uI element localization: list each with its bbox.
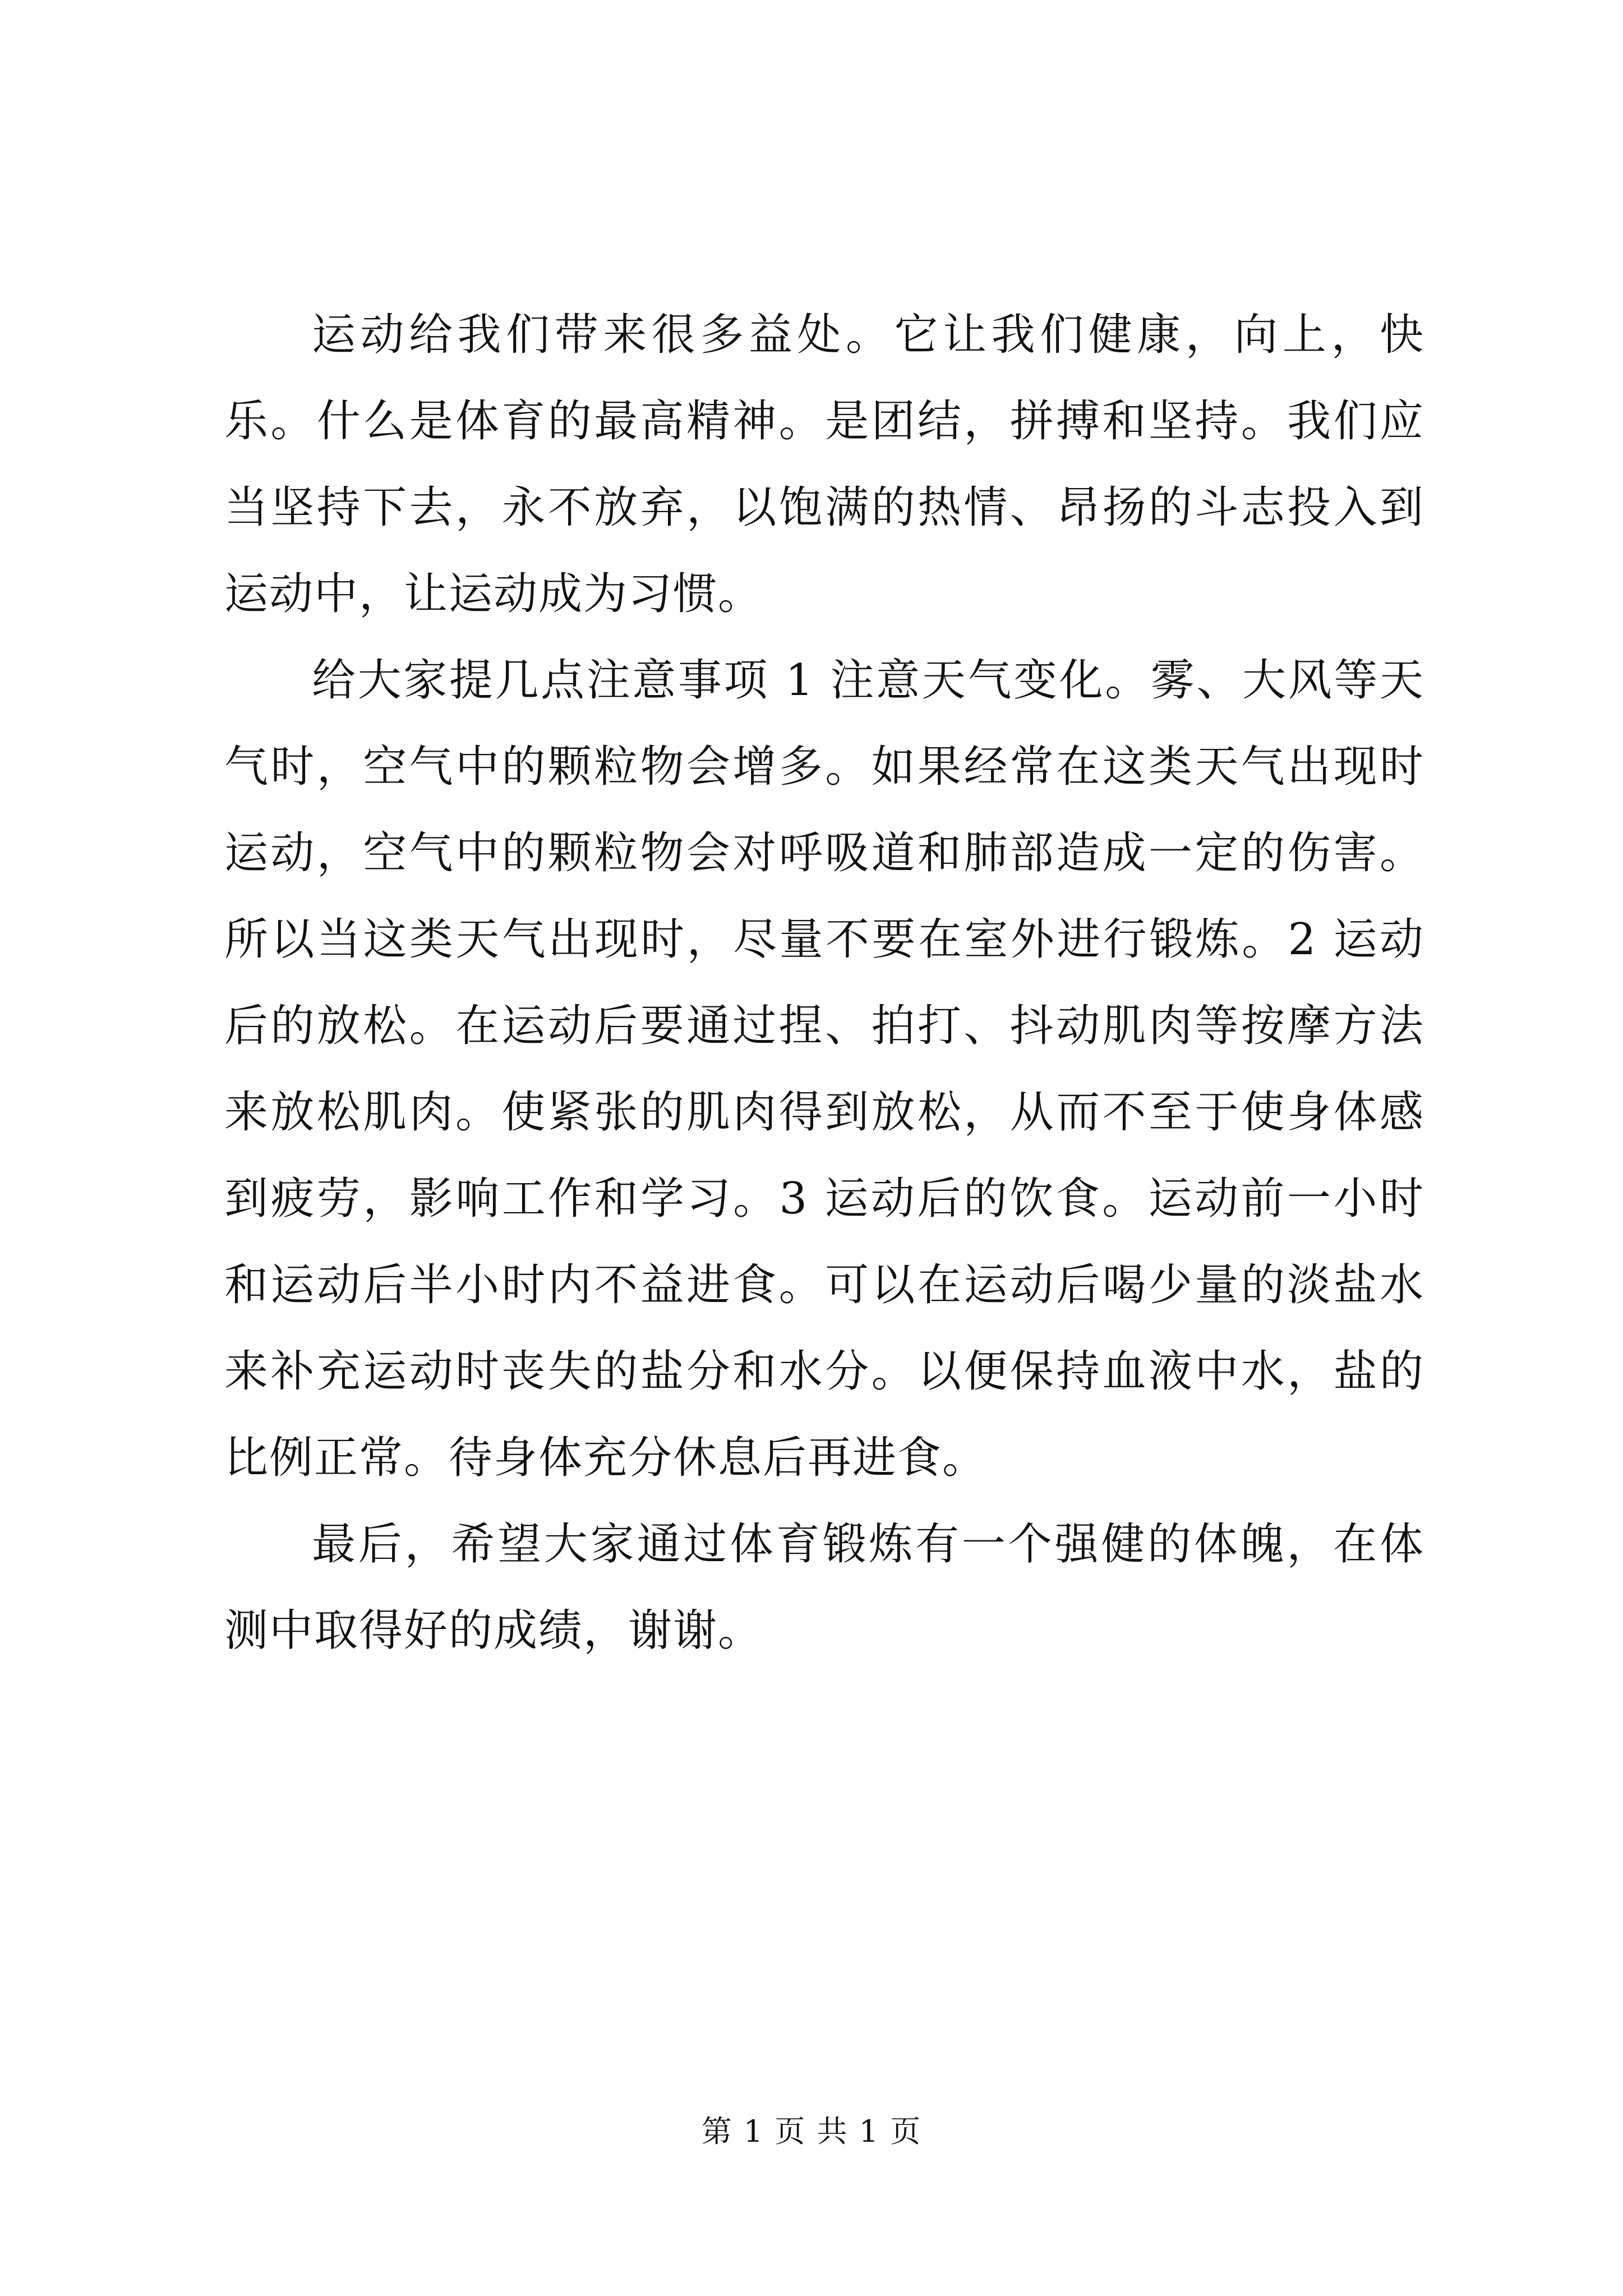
paragraph-1: 运动给我们带来很多益处。它让我们健康，向上，快乐。什么是体育的最高精神。是团结，拼搏和坚持。我们应当坚持下去，永不放弃，以饱满的热情、昂扬的斗志投入到运动中，让运动成为习惯。 xyxy=(224,310,1424,619)
paragraph-2: 给大家提几点注意事项 1 注意天气变化。雾、大风等天气时，空气中的颗粒物会增多。如果经常在这类天气出现时运动，空气中的颗粒物会对呼吸道和肺部造成一定的伤害。所以当这类天气出现时，尽量不要在室外进行锻炼。2 运动后的放松。在运动后要通过捏、拍打、抖动肌肉等按摩方法来放松肌肉。使紧张的肌肉得到放松，从而不至于使身体感到疲劳，影响工作和学习。3 运动后的饮食。运动前一小时和运动后半小时内不益进食。可以在运动后喝少量的淡盐水来补充运动时丧失的盐分和水分。以便保持血液中水，盐的比例正常。待身体充分休息后再进食。 xyxy=(224,655,1424,1483)
paragraph-3: 最后，希望大家通过体育锻炼有一个强健的体魄，在体测中取得好的成绩，谢谢。 xyxy=(224,1519,1424,1656)
document-body xyxy=(224,292,1424,1674)
page-footer: 第 1 页 共 1 页 xyxy=(701,2114,922,2149)
